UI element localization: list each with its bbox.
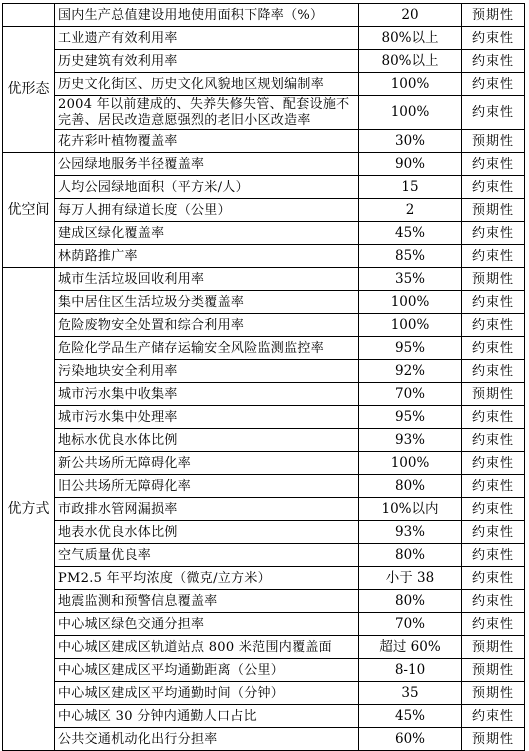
indicator-type-cell: 预期性 — [462, 728, 525, 751]
indicator-name-cell: 中心城区建成区平均通勤距离（公里） — [55, 659, 359, 682]
table-row — [3, 544, 525, 567]
indicator-name-cell: 每万人拥有绿道长度（公里） — [55, 199, 359, 222]
target-value-cell: 85% — [359, 245, 462, 268]
target-value-cell: 92% — [359, 360, 462, 383]
indicator-name-cell: 危险废物安全处置和综合利用率 — [55, 314, 359, 337]
target-value-cell: 80% — [359, 475, 462, 498]
target-value-cell: 小于 38 — [359, 567, 462, 590]
indicator-name-cell: 城市污水集中处理率 — [55, 406, 359, 429]
target-value-cell: 35 — [359, 682, 462, 705]
indicator-name-cell: 中心城区绿色交通分担率 — [55, 613, 359, 636]
category-cell: 优方式 — [3, 268, 55, 751]
indicator-name-cell: 历史文化街区、历史文化风貌地区规划编制率 — [55, 73, 359, 96]
indicator-type-cell: 约束性 — [462, 245, 525, 268]
table-row — [3, 613, 525, 636]
table-row — [3, 452, 525, 475]
indicator-name-cell: 市政排水管网漏损率 — [55, 498, 359, 521]
table-row — [3, 659, 525, 682]
target-value-cell: 80%以上 — [359, 27, 462, 50]
indicator-name-cell: 工业遗产有效利用率 — [55, 27, 359, 50]
table-row — [3, 521, 525, 544]
indicator-name-cell: 集中居住区生活垃圾分类覆盖率 — [55, 291, 359, 314]
indicator-name-cell: 新公共场所无障碍化率 — [55, 452, 359, 475]
indicator-name-cell: 地标水优良水体比例 — [55, 429, 359, 452]
indicator-type-cell: 约束性 — [462, 27, 525, 50]
indicator-name-cell: 城市污水集中收集率 — [55, 383, 359, 406]
table-row — [3, 176, 525, 199]
indicator-name-cell: 中心城区建成区平均通勤时间（分钟） — [55, 682, 359, 705]
indicator-name-cell: 国内生产总值建设用地使用面积下降率（%） — [55, 4, 359, 27]
table-row — [3, 383, 525, 406]
target-value-cell: 100% — [359, 314, 462, 337]
target-value-cell: 93% — [359, 429, 462, 452]
table-row — [3, 475, 525, 498]
table-row — [3, 567, 525, 590]
target-value-cell: 80% — [359, 590, 462, 613]
indicator-name-cell: 地震监测和预警信息覆盖率 — [55, 590, 359, 613]
target-value-cell: 100% — [359, 291, 462, 314]
indicator-type-cell: 约束性 — [462, 452, 525, 475]
target-value-cell: 30% — [359, 130, 462, 153]
target-value-cell: 70% — [359, 383, 462, 406]
indicator-type-cell: 预期性 — [462, 659, 525, 682]
target-value-cell: 45% — [359, 222, 462, 245]
table-row — [3, 96, 525, 130]
target-value-cell: 93% — [359, 521, 462, 544]
table-row — [3, 314, 525, 337]
indicator-type-cell: 约束性 — [462, 50, 525, 73]
indicator-type-cell: 预期性 — [462, 383, 525, 406]
indicator-name-cell: 空气质量优良率 — [55, 544, 359, 567]
target-value-cell: 35% — [359, 268, 462, 291]
indicator-name-cell: 中心城区建成区轨道站点 800 米范围内覆盖面 — [55, 636, 359, 659]
table-row — [3, 636, 525, 659]
indicator-type-cell: 约束性 — [462, 73, 525, 96]
target-value-cell: 100% — [359, 73, 462, 96]
indicator-name-cell: 公共交通机动化出行分担率 — [55, 728, 359, 751]
table-row — [3, 73, 525, 96]
indicator-type-cell: 约束性 — [462, 360, 525, 383]
indicator-type-cell: 约束性 — [462, 314, 525, 337]
target-value-cell: 100% — [359, 96, 462, 130]
indicator-type-cell: 约束性 — [462, 705, 525, 728]
target-value-cell: 80% — [359, 544, 462, 567]
indicator-name-cell: 旧公共场所无障碍化率 — [55, 475, 359, 498]
table-row — [3, 4, 525, 27]
indicator-table-body — [3, 4, 525, 751]
indicator-name-cell: 林荫路推广率 — [55, 245, 359, 268]
target-value-cell: 80%以上 — [359, 50, 462, 73]
indicator-type-cell: 约束性 — [462, 613, 525, 636]
indicator-type-cell: 预期性 — [462, 130, 525, 153]
indicator-name-cell: 城市生活垃圾回收利用率 — [55, 268, 359, 291]
target-value-cell: 60% — [359, 728, 462, 751]
table-row — [3, 291, 525, 314]
indicator-table — [2, 3, 525, 751]
table-row — [3, 153, 525, 176]
table-row — [3, 682, 525, 705]
indicator-name-cell: 人均公园绿地面积（平方米/人） — [55, 176, 359, 199]
table-row — [3, 429, 525, 452]
table-row — [3, 245, 525, 268]
indicator-type-cell: 预期性 — [462, 268, 525, 291]
table-row — [3, 268, 525, 291]
indicator-type-cell: 约束性 — [462, 176, 525, 199]
indicator-type-cell: 约束性 — [462, 521, 525, 544]
indicator-name-cell: 中心城区 30 分钟内通勤人口占比 — [55, 705, 359, 728]
indicator-type-cell: 约束性 — [462, 567, 525, 590]
category-cell: 优空间 — [3, 153, 55, 268]
table-row — [3, 406, 525, 429]
indicator-type-cell: 约束性 — [462, 291, 525, 314]
indicator-type-cell: 预期性 — [462, 4, 525, 27]
table-row — [3, 705, 525, 728]
table-row — [3, 590, 525, 613]
indicator-name-cell: 公园绿地服务半径覆盖率 — [55, 153, 359, 176]
indicator-type-cell: 预期性 — [462, 636, 525, 659]
indicator-type-cell: 约束性 — [462, 406, 525, 429]
indicator-name-cell: 历史建筑有效利用率 — [55, 50, 359, 73]
indicator-name-cell: PM2.5 年平均浓度（微克/立方米） — [55, 567, 359, 590]
target-value-cell: 45% — [359, 705, 462, 728]
table-row — [3, 130, 525, 153]
category-cell — [3, 4, 55, 27]
target-value-cell: 95% — [359, 337, 462, 360]
table-row — [3, 27, 525, 50]
target-value-cell: 90% — [359, 153, 462, 176]
indicator-type-cell: 约束性 — [462, 153, 525, 176]
indicator-name-cell: 地表水优良水体比例 — [55, 521, 359, 544]
indicator-type-cell: 约束性 — [462, 96, 525, 130]
indicator-name-cell: 污染地块安全利用率 — [55, 360, 359, 383]
table-row — [3, 337, 525, 360]
indicator-name-cell: 建成区绿化覆盖率 — [55, 222, 359, 245]
target-value-cell: 2 — [359, 199, 462, 222]
indicator-type-cell: 约束性 — [462, 475, 525, 498]
table-row — [3, 498, 525, 521]
target-value-cell: 70% — [359, 613, 462, 636]
target-value-cell: 95% — [359, 406, 462, 429]
target-value-cell: 15 — [359, 176, 462, 199]
table-row — [3, 50, 525, 73]
indicator-type-cell: 约束性 — [462, 222, 525, 245]
indicator-type-cell: 约束性 — [462, 429, 525, 452]
target-value-cell: 超过 60% — [359, 636, 462, 659]
category-cell: 优形态 — [3, 27, 55, 153]
table-row — [3, 728, 525, 751]
indicator-name-cell: 危险化学品生产储存运输安全风险监测监控率 — [55, 337, 359, 360]
table-row — [3, 199, 525, 222]
indicator-name-cell: 2004 年以前建成的、失养失修失管、配套设施不完善、居民改造意愿强烈的老旧小区改造率 — [55, 96, 359, 130]
indicator-type-cell: 预期性 — [462, 199, 525, 222]
indicator-name-cell: 花卉彩叶植物覆盖率 — [55, 130, 359, 153]
table-row — [3, 360, 525, 383]
target-value-cell: 8-10 — [359, 659, 462, 682]
target-value-cell: 20 — [359, 4, 462, 27]
table-row — [3, 222, 525, 245]
target-value-cell: 100% — [359, 452, 462, 475]
indicator-type-cell: 约束性 — [462, 498, 525, 521]
indicator-type-cell: 约束性 — [462, 590, 525, 613]
indicator-type-cell: 约束性 — [462, 337, 525, 360]
indicator-type-cell: 约束性 — [462, 544, 525, 567]
indicator-type-cell: 预期性 — [462, 682, 525, 705]
target-value-cell: 10%以内 — [359, 498, 462, 521]
